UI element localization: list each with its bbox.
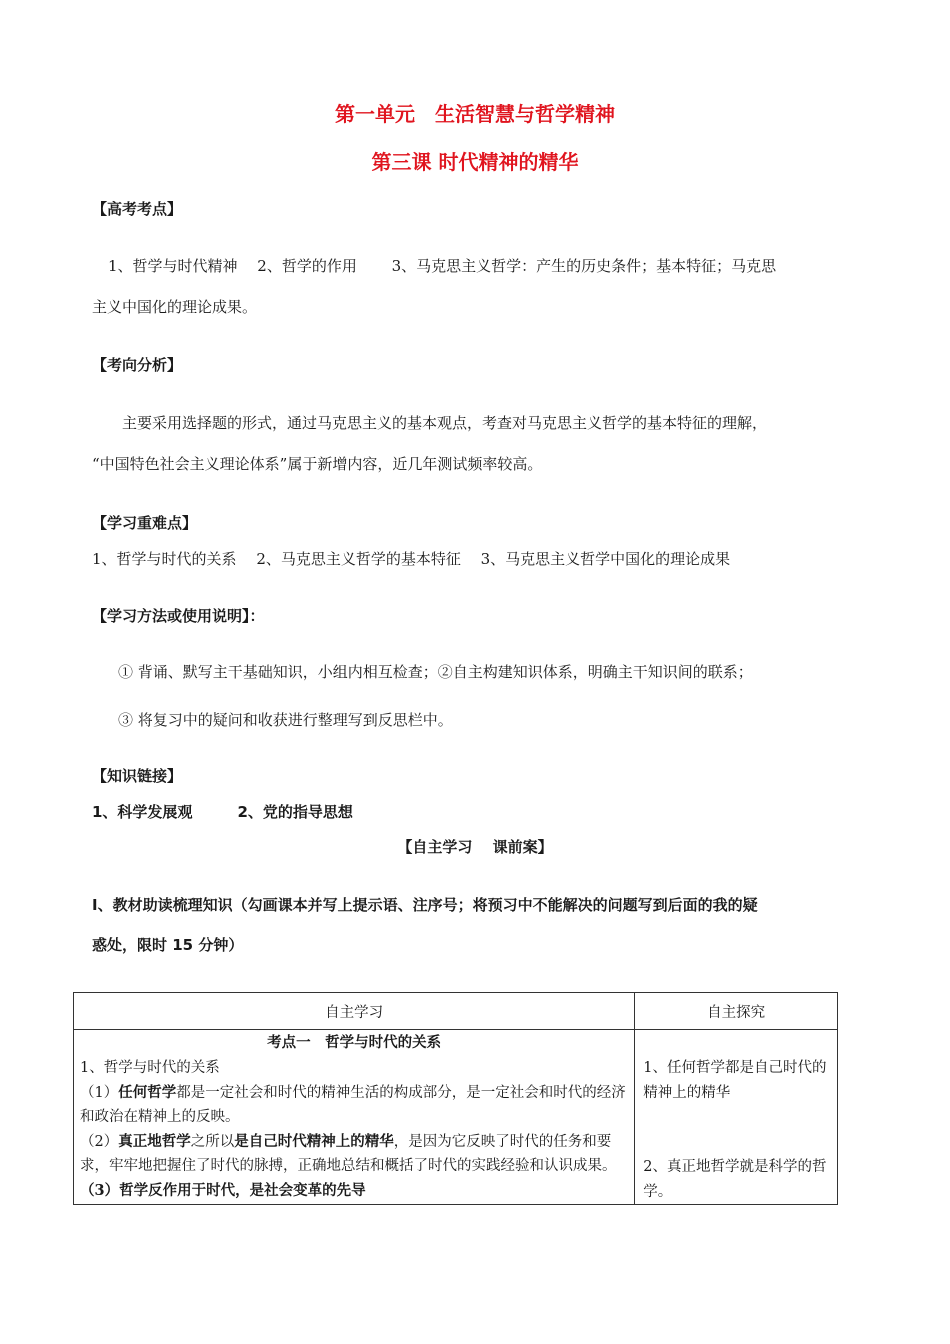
fangfa-line1: ① 背诵、默写主干基础知识，小组内相互检查；②自主构建知识体系，明确主干知识间的联系； [118,663,753,681]
gaokao-line1: 1、哲学与时代精神 2、哲学的作用 3、马克思主义哲学：产生的历史条件；基本特征；马克思 [108,257,777,275]
gaokao-line2: 主义中国化的理论成果。 [92,298,258,316]
kaoxiang-heading: 【考向分析】 [92,356,183,374]
topic-title: 考点一 哲学与时代的关系 [267,1035,442,1051]
section-header: 【自主学习 课前案】 [397,838,553,856]
explore-note-1: 1、任何哲学都是自己时代的精神上的精华 [643,1060,827,1101]
part1-line2: 惑处，限时 15 分钟） [92,936,244,954]
fangfa-line2: ③ 将复习中的疑问和收获进行整理写到反思栏中。 [118,711,453,729]
explore-note-2: 2、真正地哲学就是科学的哲学。 [643,1159,827,1200]
study-table [73,992,838,1205]
paragraph-1: （1）任何哲学都是一定社会和时代的精神生活的构成部分，是一定社会和时代的经济和政治在精神上的反映。 [80,1083,626,1125]
table-header-study: 自主学习 [74,993,635,1030]
zhongnan-heading: 【学习重难点】 [92,514,198,532]
kaoxiang-line1: 主要采用选择题的形式，通过马克思主义的基本观点，考查对马克思主义哲学的基本特征的理解， [122,414,768,432]
paragraph-2: （2）真正地哲学之所以是自己时代精神上的精华，是因为它反映了时代的任务和要求，牢牢地把握住了时代的脉搏，正确地总结和概括了时代的实践经验和认识成果。 [80,1132,617,1174]
zhongnan-line1: 1、哲学与时代的关系 2、马克思主义哲学的基本特征 3、马克思主义哲学中国化的理论成果 [92,550,731,568]
paragraph-3: （3）哲学反作用于时代，是社会变革的先导 [80,1181,366,1199]
gaokao-heading: 【高考考点】 [92,200,183,218]
table-header-explore: 自主探究 [635,993,838,1030]
fangfa-heading: 【学习方法或使用说明】： [92,607,265,625]
part1-line1: Ⅰ、教材助读梳理知识（勾画课本并写上提示语、注序号；将预习中不能解决的问题写到后面的我的疑 [92,896,758,914]
kaoxiang-line2: “中国特色社会主义理论体系”属于新增内容，近几年测试频率较高。 [92,455,543,473]
lesson-title: 第三课 时代精神的精华 [371,150,579,174]
item-heading: 1、哲学与时代的关系 [80,1060,220,1076]
lianjie-line1: 1、科学发展观 2、党的指导思想 [92,803,353,821]
unit-title: 第一单元 生活智慧与哲学精神 [335,102,615,126]
lianjie-heading: 【知识链接】 [92,767,183,785]
